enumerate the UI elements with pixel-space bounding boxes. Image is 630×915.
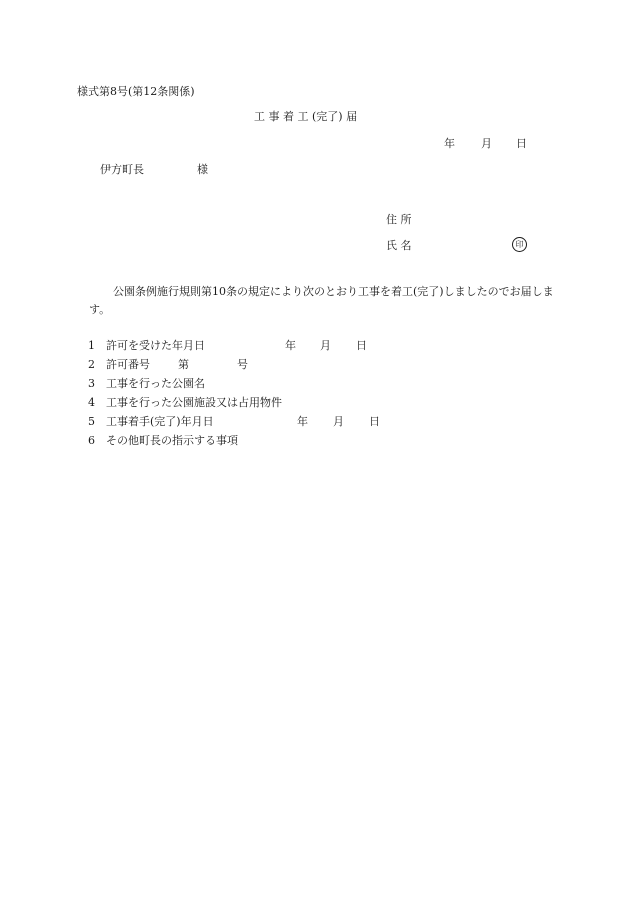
item-label: 工事を行った公園名 (106, 377, 205, 390)
item-day-label: 日 (369, 415, 380, 428)
list-item (88, 377, 205, 391)
item-label: その他町長の指示する事項 (106, 434, 238, 447)
seal-mark: 印 (512, 237, 527, 252)
date-day-label: 日 (516, 137, 527, 150)
addressee-name: 伊方町長 (100, 163, 144, 176)
item-number: 2 (88, 358, 95, 371)
item-number: 5 (88, 415, 95, 428)
document-title: 工 事 着 工 (完了) 届 (254, 110, 358, 123)
item-number: 6 (88, 434, 95, 447)
list-item (88, 415, 214, 429)
date-month-label: 月 (481, 137, 492, 150)
list-item (88, 358, 150, 372)
permit-dai-label: 第 (178, 358, 189, 371)
addressee-honorific: 様 (197, 163, 208, 176)
item-label: 工事着手(完了)年月日 (106, 415, 214, 428)
item-label: 許可番号 (106, 358, 150, 371)
list-item (88, 339, 205, 353)
item-label: 許可を受けた年月日 (106, 339, 205, 352)
list-item (88, 434, 238, 448)
item-year-label: 年 (297, 415, 308, 428)
item-number: 3 (88, 377, 95, 390)
date-year-label: 年 (444, 137, 455, 150)
item-month-label: 月 (333, 415, 344, 428)
form-number: 様式第8号(第12条関係) (77, 85, 195, 98)
name-label: 氏 名 (386, 239, 412, 252)
item-year-label: 年 (285, 339, 296, 352)
item-month-label: 月 (320, 339, 331, 352)
item-number: 4 (88, 396, 95, 409)
address-label: 住 所 (386, 213, 412, 226)
item-day-label: 日 (356, 339, 367, 352)
item-number: 1 (88, 339, 95, 352)
item-label: 工事を行った公園施設又は占用物件 (106, 396, 282, 409)
permit-go-label: 号 (237, 358, 248, 371)
list-item (88, 396, 282, 410)
body-paragraph: 公園条例施行規則第10条の規定により次のとおり工事を着工(完了)しましたのでお届します。 (89, 285, 554, 316)
